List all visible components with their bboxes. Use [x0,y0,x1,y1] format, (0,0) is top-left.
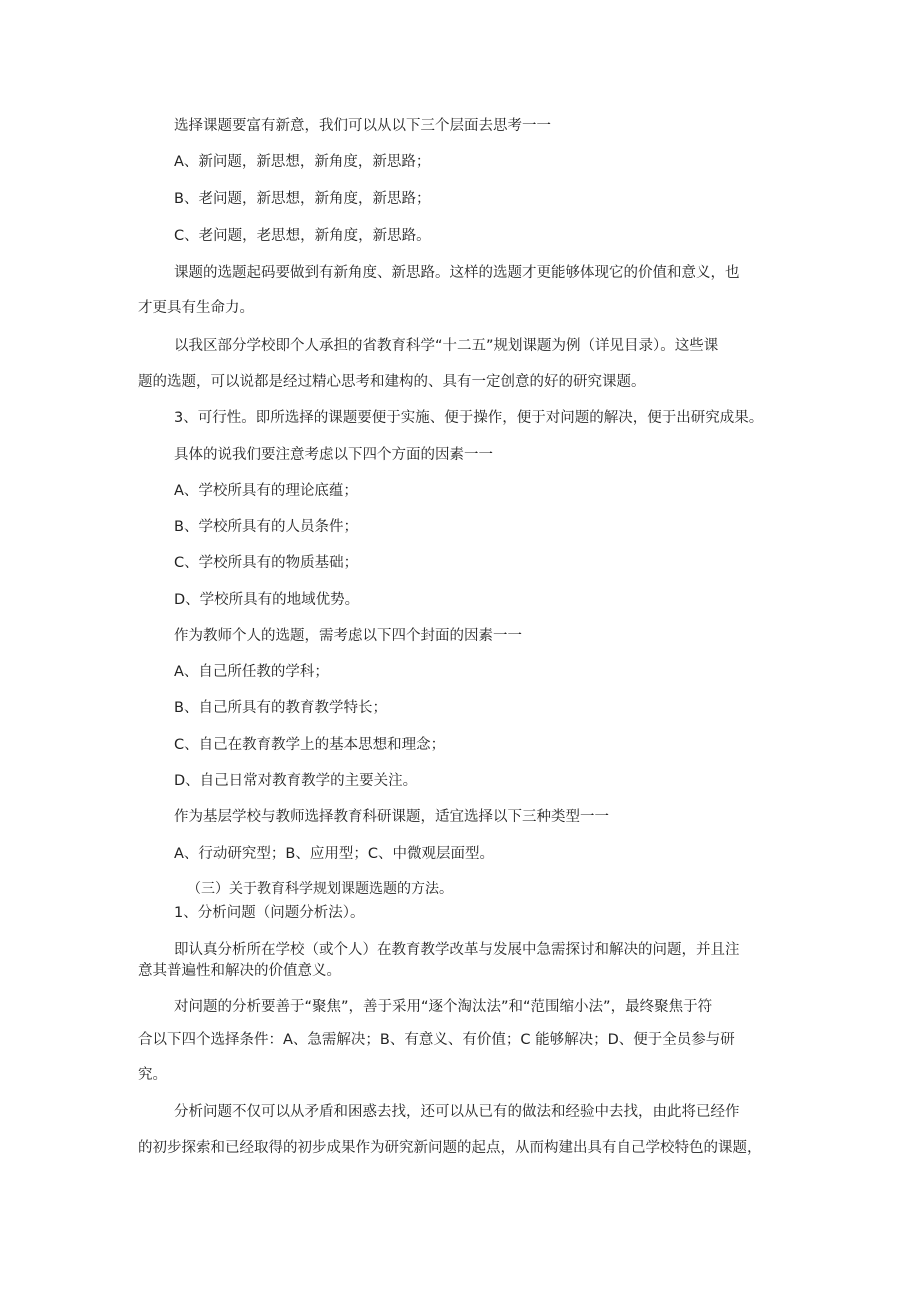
list-item: A、自己所任教的学科； [174,664,329,680]
paragraph-line: 具体的说我们要注意考虑以下四个方面的因素一一 [174,447,493,463]
list-item: C、学校所具有的物质基础； [174,555,359,571]
section-heading: （三）关于教育科学规划课题选题的方法。 [187,881,453,897]
list-item: C、老问题，老思想，新角度，新思路。 [174,228,431,244]
paragraph-line: 对问题的分析要善于“聚焦”，善于采用“逐个淘汰法”和“范围缩小法”，最终聚焦于符 [174,999,713,1015]
list-item: A、学校所具有的理论底蕴； [174,483,358,499]
list-item: D、学校所具有的地域优势。 [174,592,360,608]
list-item: C、自己在教育教学上的基本思想和理念； [174,737,446,753]
paragraph-line: 究。 [138,1067,167,1083]
list-item: A、新问题，新思想，新角度，新思路； [174,154,431,170]
list-item: A、行动研究型；B、应用型；C、中微观层面型。 [174,846,494,862]
sub-heading: 1、分析问题（问题分析法）。 [174,905,365,921]
paragraph-line: 作为基层学校与教师选择教育科研课题，适宜选择以下三种类型一一 [174,809,609,825]
list-item: B、学校所具有的人员条件； [174,519,358,535]
paragraph-line: 以我区部分学校即个人承担的省教育科学“十二五”规划课题为例（详见目录）。这些课 [174,338,719,354]
paragraph-line: 才更具有生命力。 [138,300,254,316]
paragraph-line: 合以下四个选择条件：A、急需解决；B、有意义、有价值；C 能够解决；D、便于全员参与研 [138,1032,735,1048]
paragraph-line: 的初步探索和已经取得的初步成果作为研究新问题的起点，从而构建出具有自己学校特色的课题， [138,1140,762,1156]
section-feasibility: 3、可行性。即所选择的课题要便于实施、便于操作，便于对问题的解决，便于出研究成果。 [174,410,764,426]
list-item: B、老问题，新思想，新角度，新思路； [174,191,431,207]
paragraph-line: 题的选题，可以说都是经过精心思考和建构的、具有一定创意的好的研究课题。 [138,374,646,390]
list-item: B、自己所具有的教育教学特长； [174,700,387,716]
paragraph-line: 作为教师个人的选题，需考虑以下四个封面的因素一一 [174,628,522,644]
paragraph-intro: 选择课题要富有新意，我们可以从以下三个层面去思考一一 [174,118,551,134]
paragraph-line: 即认真分析所在学校（或个人）在教育教学改革与发展中急需探讨和解决的问题，并且注 [174,942,740,958]
paragraph-line: 分析问题不仅可以从矛盾和困惑去找，还可以从已有的做法和经验中去找，由此将已经作 [174,1104,740,1120]
list-item: D、自己日常对教育教学的主要关注。 [174,773,418,789]
paragraph-line: 课题的选题起码要做到有新角度、新思路。这样的选题才更能够体现它的价值和意义，也 [174,265,740,281]
paragraph-line: 意其普遍性和解决的价值意义。 [138,963,341,979]
